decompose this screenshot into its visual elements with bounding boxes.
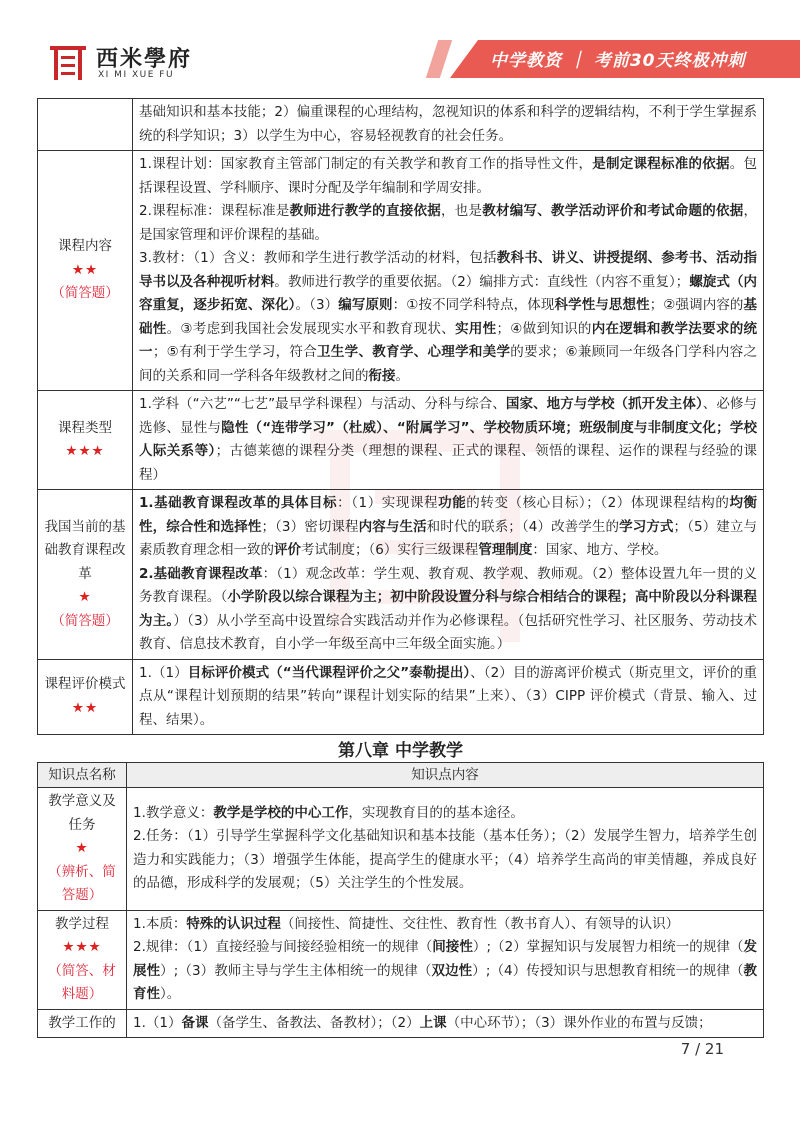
table-row	[38, 99, 764, 151]
text-span: 2.任务：（1）引导学生掌握科学文化基础知识和基本技能（基本任务）；（2）发展学生智力，培养学生创造力和实践能力；（3）增强学生体能，提高学生的健康水平；（4）培养学生高尚的审美情趣，养成良好的品德，形成科学的发展观；（5）关注学生的个性发展。	[133, 828, 757, 892]
question-type-tag: （简答题）	[51, 612, 119, 629]
text-span: ）。	[160, 986, 181, 1002]
row-content-cell	[127, 910, 764, 1009]
bold-span: 衔接	[368, 367, 396, 384]
bold-span: 上课	[419, 1014, 447, 1031]
bold-span: 评价	[274, 542, 301, 558]
bold-span: 学习方式	[619, 518, 674, 535]
text-span: ；古德莱德的课程分类（理想的课程、正式的课程、领悟的课程、运作的课程与经验的课程）	[139, 443, 758, 483]
column-header: 知识点内容	[127, 763, 764, 788]
bold-span: 功能	[438, 495, 467, 511]
bold-span: 是制定课程标准的依据	[592, 156, 730, 172]
text-span: 。教师进行教学的重要依据。（2）编排方式：直线性（内容不重复）；	[274, 273, 690, 290]
bold-span: 基础教育课程改革	[153, 565, 263, 582]
text-span: 、（2）目的游离评价模式（斯克里文，评价的重点从“课程计划预期的结果”转向“课程计划实际的结果”上来）、（3）CIPP 评价模式（背景、输入、过程、结果）。	[139, 664, 757, 728]
bold-span: 教师进行教学的直接依据	[289, 203, 441, 219]
bold-span: 特殊的认识过程	[186, 915, 281, 932]
bold-span: 螺旋式（内容重复，逐步拓宽、深化）	[139, 273, 758, 313]
bold-span: 2.	[139, 565, 154, 582]
row-content-cell	[133, 391, 764, 490]
row-name-cell	[38, 659, 133, 735]
row-content-cell	[133, 151, 764, 391]
bold-span: 编写原则	[338, 297, 393, 313]
text-span: ：国家、地方、学校。	[532, 542, 668, 558]
text-span: 1.（1）	[133, 1014, 182, 1031]
text-span: 。包括课程设置、学科顺序、课时分配及学年编制和学周安排。	[139, 156, 758, 196]
bold-span: 均衡性，综合性和选择性	[139, 495, 758, 535]
text-span: 1.教学意义：	[133, 804, 214, 821]
bold-span: 国家、地方与学校（抓开发主体）	[505, 396, 703, 412]
bold-span: 发展性	[133, 939, 757, 979]
text-span: ，也是	[440, 203, 483, 219]
question-type-tag: （简答题）	[51, 285, 119, 302]
bold-span: 目标评价模式（“当代课程评价之父”泰勒提出）	[187, 664, 471, 681]
table-row	[38, 151, 764, 391]
content-paragraph	[133, 1012, 757, 1036]
row-name-cell	[38, 788, 127, 911]
content-paragraph	[133, 913, 757, 937]
gate-logo-icon	[48, 42, 88, 82]
text-span: ；（5）建立与素质教育理念相一致的	[139, 518, 758, 558]
text-span: 和时代的联系；（4）改善学生的	[426, 518, 620, 535]
question-type-tag: （辨析、简答题）	[48, 863, 116, 903]
content-paragraph	[133, 825, 757, 896]
text-span: 3.教材：（1）含义：教师和学生进行教学活动的材料，包括	[139, 250, 497, 266]
content-paragraph	[139, 393, 757, 487]
topic-name: 教学意义及任务	[48, 793, 116, 833]
bold-span: 教科书、讲义、讲授提纲、参考书、活动指导书以及各种视听材料	[139, 250, 758, 290]
text-span: ：（1）观念改革：学生观、教育观、教学观、教师观。（2）整体设置九年一贯的义务教育课程。（	[139, 565, 757, 605]
chapter-title: 第八章 中学教学	[338, 741, 463, 761]
text-span: ：①按不同学科特点，体现	[392, 297, 555, 313]
bold-span: 科学性与思想性	[554, 297, 650, 313]
text-span: 1.（1）	[139, 664, 188, 681]
table-row	[38, 490, 764, 660]
table-row	[38, 659, 764, 735]
course-table	[37, 98, 764, 735]
text-span: ：（1）实现课程	[337, 495, 439, 511]
bold-span: 隐性（“连带学习”（杜威）、“附属学习”、学校物质环境；班级制度与非制度文化；学校人际关系等）	[139, 419, 758, 459]
row-content-cell	[133, 659, 764, 735]
content-paragraph	[139, 153, 757, 200]
text-span: 1.课程计划：国家教育主管部门制定的有关教学和教育工作的指导性文件，	[139, 156, 593, 172]
text-span: 2.规律：（1）直接经验与间接经验相统一的规律（	[133, 939, 433, 955]
text-span: 。（3）	[295, 297, 339, 313]
topic-name: 课程内容	[58, 238, 112, 255]
course-banner-text: 中学教资 ｜ 考前30天终极冲刺	[490, 51, 746, 71]
topic-name: 我国当前的基础教育课程改革	[44, 518, 126, 582]
row-content-cell	[133, 99, 764, 151]
row-content-cell	[127, 1009, 764, 1038]
importance-stars: ★★★	[65, 443, 105, 459]
row-content-cell	[133, 490, 764, 660]
content-paragraph	[139, 662, 757, 733]
bold-span: 间接性	[432, 939, 473, 955]
row-name-cell	[38, 99, 133, 151]
table-row	[38, 788, 764, 911]
row-name-cell	[38, 1009, 127, 1038]
row-name-cell	[38, 391, 133, 490]
text-span: 的转变（核心目标）；（2）体现课程结构的	[466, 495, 730, 511]
row-content-cell	[127, 788, 764, 911]
bold-span: 1.基础教育课程改革的	[139, 495, 281, 511]
content-paragraph	[139, 247, 757, 388]
table-row	[38, 391, 764, 490]
content-paragraph	[133, 802, 757, 826]
text-span: 。③考虑到我国社会发展现实水平和教育现状、	[166, 320, 456, 337]
banner-stripe	[426, 40, 452, 78]
content-paragraph	[133, 936, 757, 1007]
topic-name: 课程评价模式	[44, 676, 126, 693]
text-span: （备学生、备教法、备教材）；（2）	[208, 1014, 420, 1031]
page-header	[0, 0, 800, 90]
table-row	[38, 910, 764, 1009]
row-name-cell	[38, 910, 127, 1009]
text-span: 考试制度；（6）实行三级课程	[301, 542, 479, 558]
text-span: ，是国家管理和评价课程的基础。	[139, 203, 758, 243]
bold-span: 教学是学校的中心工作	[213, 804, 349, 821]
bold-span: 具体目标	[280, 495, 338, 511]
importance-stars: ★★	[71, 699, 99, 716]
bold-span: 管理制度	[478, 542, 533, 558]
question-type-tag: （简答、材料题）	[48, 962, 116, 1002]
text-span: ）;（2）掌握知识与发展智力相统一的规律（	[472, 939, 744, 955]
text-span: ）（3）从小学至高中设置综合实践活动并作为必修课程。（包括研究性学习、社区服务、劳动技术教育、信息技术教育，自小学一年级至高中三年级全面实施。）	[139, 612, 758, 652]
bold-span: 备课	[181, 1014, 209, 1031]
bold-span: 内在逻辑和教学法要求的统一	[139, 320, 758, 360]
bold-span: 实用性	[455, 320, 497, 337]
text-span: 。	[395, 367, 409, 384]
importance-stars: ★	[78, 589, 92, 605]
importance-stars: ★★	[71, 261, 99, 278]
row-name-cell	[38, 490, 133, 660]
importance-stars: ★	[75, 840, 89, 856]
text-span: 1.学科（“六艺”“七艺”最早学科课程）与活动、分科与综合、	[139, 396, 506, 412]
content-paragraph	[139, 563, 757, 657]
bold-span: 内容与生活	[358, 518, 427, 535]
logo-english-name: XI MI XUE FU	[98, 70, 175, 80]
text-span: ）;（4）传授知识与思想教育相统一的规律（	[472, 962, 744, 979]
page-number: 7 / 21	[680, 1040, 724, 1058]
bold-span: 双边性	[431, 962, 473, 979]
text-span: ；⑤有利于学生学习，符合	[152, 344, 318, 360]
bold-span: 教育性	[133, 962, 758, 1002]
text-span: ，实现教育目的的基本途径。	[348, 804, 524, 821]
brand-logo	[38, 30, 258, 82]
text-span: ）;（3）教师主导与学生主体相统一的规律（	[160, 962, 432, 979]
row-name-cell	[38, 151, 133, 391]
content-text: 基础知识和基本技能；2）偏重课程的心理结构，忽视知识的体系和科学的逻辑结构，不利于学生掌握系统的科学知识；3）以学生为中心，容易轻视教育的社会任务。	[139, 104, 757, 144]
bold-span: 小学阶段以综合课程为主；初中阶段设置分科与综合相结合的课程；高中阶段以分科课程为主。	[139, 589, 758, 629]
content-paragraph	[139, 492, 757, 563]
importance-stars: ★★★	[62, 939, 102, 955]
text-span: ；（3）密切课程	[261, 518, 359, 535]
text-span: （间接性、简捷性、交往性、教育性（教书育人）、有领导的认识）	[280, 915, 680, 932]
table-header-row	[38, 763, 764, 788]
table-row	[38, 1009, 764, 1038]
text-span: ；④做到知识的	[496, 320, 592, 337]
bold-span: 基础性	[139, 297, 758, 337]
logo-chinese-name: 西米學府	[96, 47, 193, 72]
content-paragraph	[139, 200, 757, 247]
bold-span: 卫生学、教育学、心理学和美学	[317, 344, 511, 360]
text-span: 2.课程标准：课程标准是	[139, 203, 290, 219]
column-header: 知识点名称	[38, 763, 127, 788]
topic-name: 课程类型	[58, 419, 112, 436]
topic-name: 教学工作的	[48, 1014, 116, 1031]
text-span: 的要求；⑥兼顾同一年级各门学科内容之间的关系和同一学科各年级教材之间的	[139, 344, 758, 384]
text-span: （中心环节）；（3）课外作业的布置与反馈；	[446, 1014, 712, 1031]
text-span: ；②强调内容的	[649, 297, 744, 313]
text-span: 、必修与选修、显性与	[139, 396, 758, 436]
text-span: 1.本质：	[133, 915, 187, 932]
teaching-table	[37, 762, 764, 1038]
topic-name: 教学过程	[55, 915, 109, 932]
bold-span: 教材编写、教学活动评价和考试命题的依据	[482, 203, 744, 219]
